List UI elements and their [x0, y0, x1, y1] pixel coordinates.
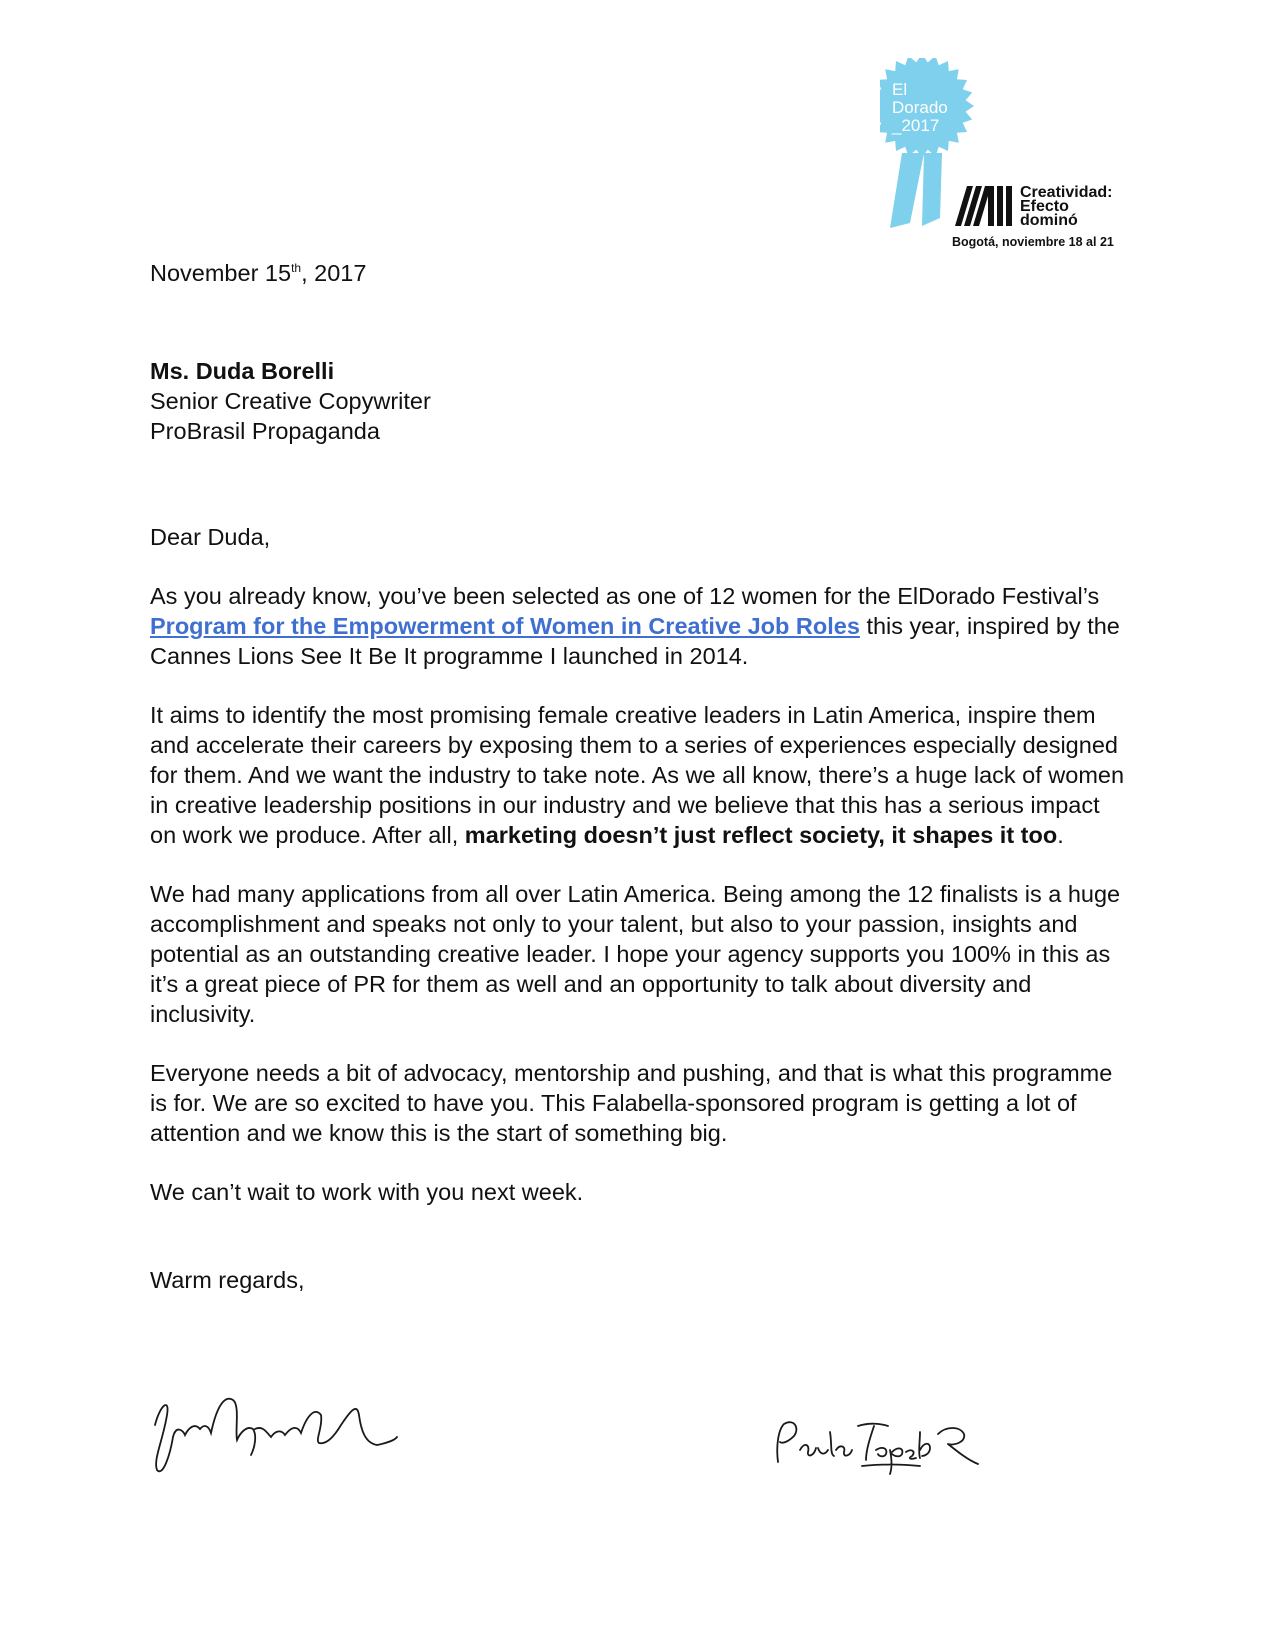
badge-text-line-1: El — [892, 80, 908, 99]
signature-left — [145, 1385, 405, 1480]
badge-text-line-2: Dorado — [892, 98, 948, 117]
paragraph-1: As you already know, you’ve been selected as one of 12 women for the ElDorado Festival’s Program for the Empowerment of Women in Creative Job Roles this year, inspired by the Cannes Lions See It Be It programme I launched in 2014. — [150, 583, 1120, 669]
recipient-company: ProBrasil Propaganda — [150, 418, 380, 444]
paragraph-2: It aims to identify the most promising female creative leaders in Latin America, inspire them and accelerate their careers by exposing them to a series of experiences especially designed for them. And we want the industry to take note. As we all know, there’s a huge lack of women in creative leadership positions in our industry and we believe that this has a serious impact on work we produce. After all, marketing doesn’t just reflect society, it shapes it too. — [150, 702, 1125, 848]
domino-mark-icon — [955, 186, 1012, 226]
paragraph-4: Everyone needs a bit of advocacy, mentorship and pushing, and that is what this programme is for. We are so excited to have you. This Falabella-sponsored program is getting a lot of attention and we know this is the start of something big. — [150, 1060, 1113, 1146]
closing: Warm regards, — [150, 1267, 305, 1293]
signature-right — [770, 1412, 1010, 1477]
paragraph-3: We had many applications from all over Latin America. Being among the 12 finalists is a huge accomplishment and speaks not only to your talent, but also to your passion, insights and potential as an outstanding creative leader. I hope your agency supports you 100% in this as it’s a great piece of PR for them as well and an opportunity to talk about diversity and inclusivity. — [150, 881, 1121, 1027]
ribbon-tail-right — [922, 153, 942, 226]
letter-body — [150, 258, 1130, 1295]
badge-text-line-3: _2017 — [892, 116, 940, 135]
recipient-block — [150, 356, 1130, 446]
program-link[interactable]: Program for the Empowerment of Women in Creative Job Roles — [150, 613, 860, 639]
greeting: Dear Duda, — [150, 524, 271, 550]
ribbon-tail-left — [890, 153, 924, 228]
letter-date: November 15th, 2017 — [150, 260, 367, 286]
logo-title-line-1: Creatividad: — [1020, 184, 1113, 201]
paragraph-5: We can’t wait to work with you next week. — [150, 1179, 584, 1205]
logo-location-dates: Bogotá, noviembre 18 al 21 — [952, 235, 1114, 249]
recipient-name: Ms. Duda Borelli — [150, 358, 335, 384]
logo-title-line-3: dominó — [1020, 212, 1078, 229]
signature-right-text: PaulaTeperR — [770, 1476, 776, 1477]
logo-title-line-2: Efecto — [1020, 198, 1069, 215]
recipient-title: Senior Creative Copywriter — [150, 388, 431, 414]
eldorado-festival-logo — [880, 58, 1180, 263]
